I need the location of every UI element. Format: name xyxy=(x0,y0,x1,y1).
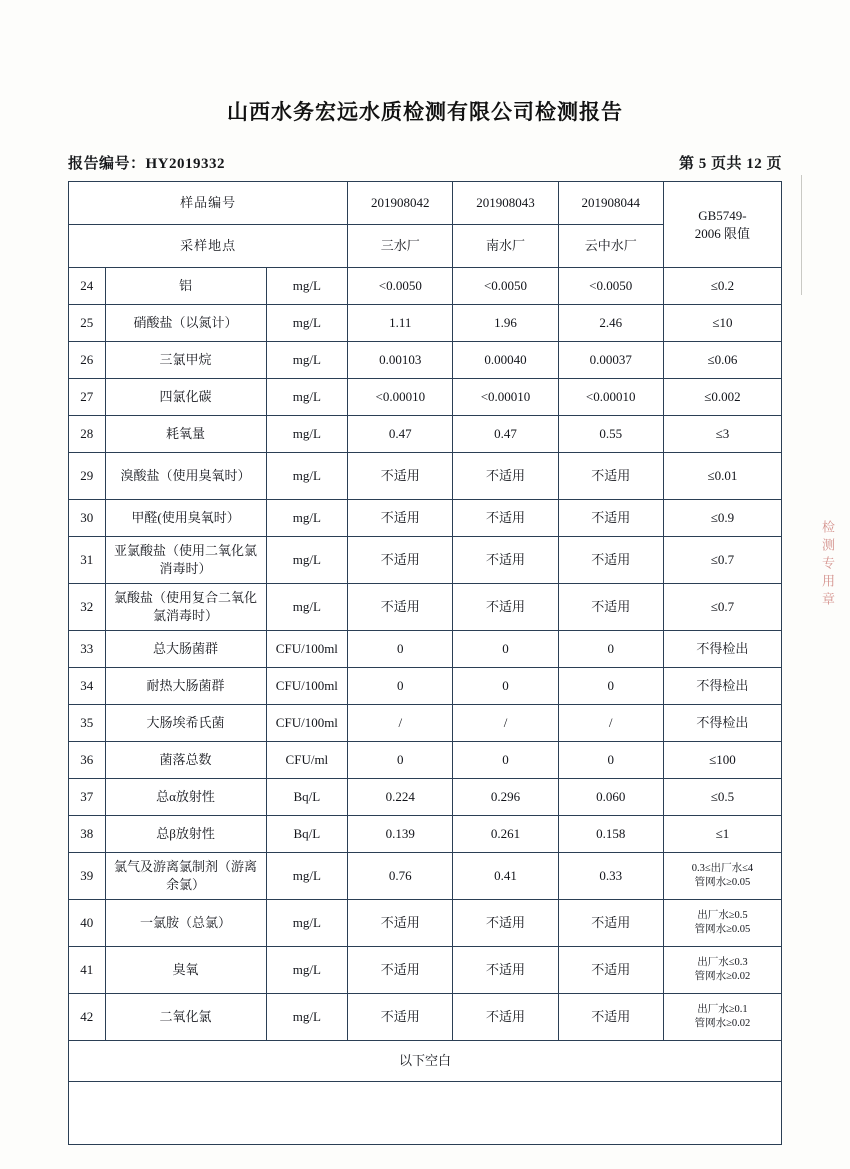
row-item-name: 氯酸盐（使用复合二氧化氯消毒时） xyxy=(105,584,266,631)
row-item-name: 三氯甲烷 xyxy=(105,342,266,379)
row-index: 38 xyxy=(69,816,106,853)
table-row xyxy=(69,816,782,853)
row-item-name: 氯气及游离氯制剂（游离余氯） xyxy=(105,853,266,900)
scan-edge-line xyxy=(801,175,802,295)
table-row xyxy=(69,742,782,779)
row-item-name: 硝酸盐（以氮计） xyxy=(105,305,266,342)
row-limit: 出厂水≤0.3 管网水≥0.02 xyxy=(663,947,781,994)
row-item-name: 亚氯酸盐（使用二氧化氯消毒时） xyxy=(105,537,266,584)
row-item-name: 总α放射性 xyxy=(105,779,266,816)
footer-empty-cell xyxy=(69,1082,782,1145)
row-item-name: 菌落总数 xyxy=(105,742,266,779)
row-index: 31 xyxy=(69,537,106,584)
row-index: 41 xyxy=(69,947,106,994)
row-value-1: 不适用 xyxy=(348,453,453,500)
row-limit: 出厂水≥0.1 管网水≥0.02 xyxy=(663,994,781,1041)
row-unit: Bq/L xyxy=(266,816,348,853)
row-unit: CFU/100ml xyxy=(266,631,348,668)
seal-mark: 检测专用章 xyxy=(820,520,835,610)
row-limit: ≤0.002 xyxy=(663,379,781,416)
row-item-name: 耗氧量 xyxy=(105,416,266,453)
row-value-2: 0 xyxy=(453,631,558,668)
row-limit: 出厂水≥0.5 管网水≥0.05 xyxy=(663,900,781,947)
header-location-2: 南水厂 xyxy=(453,225,558,268)
header-limit-standard xyxy=(663,182,781,268)
row-unit: mg/L xyxy=(266,584,348,631)
row-value-3: 0.00037 xyxy=(558,342,663,379)
header-sample-no-label: 样品编号 xyxy=(69,182,348,225)
row-value-1: 不适用 xyxy=(348,900,453,947)
row-value-1: 0.139 xyxy=(348,816,453,853)
row-value-1: <0.00010 xyxy=(348,379,453,416)
row-item-name: 铝 xyxy=(105,268,266,305)
row-item-name: 四氯化碳 xyxy=(105,379,266,416)
row-value-3: 2.46 xyxy=(558,305,663,342)
row-value-3: 0 xyxy=(558,742,663,779)
row-value-3: 不适用 xyxy=(558,500,663,537)
row-value-3: 不适用 xyxy=(558,947,663,994)
row-index: 32 xyxy=(69,584,106,631)
row-limit: ≤0.5 xyxy=(663,779,781,816)
footer-empty-row xyxy=(69,1082,782,1145)
row-item-name: 耐热大肠菌群 xyxy=(105,668,266,705)
row-value-3: / xyxy=(558,705,663,742)
table-row xyxy=(69,705,782,742)
row-value-1: 0.76 xyxy=(348,853,453,900)
row-index: 24 xyxy=(69,268,106,305)
row-unit: mg/L xyxy=(266,453,348,500)
row-unit: mg/L xyxy=(266,305,348,342)
row-index: 33 xyxy=(69,631,106,668)
row-unit: CFU/100ml xyxy=(266,668,348,705)
row-limit: 不得检出 xyxy=(663,705,781,742)
row-index: 30 xyxy=(69,500,106,537)
row-unit: mg/L xyxy=(266,947,348,994)
row-value-1: 0 xyxy=(348,631,453,668)
row-value-3: <0.0050 xyxy=(558,268,663,305)
row-limit: ≤100 xyxy=(663,742,781,779)
table-row xyxy=(69,379,782,416)
row-index: 42 xyxy=(69,994,106,1041)
row-value-2: 0 xyxy=(453,742,558,779)
table-row xyxy=(69,631,782,668)
row-value-2: 1.96 xyxy=(453,305,558,342)
row-item-name: 总大肠菌群 xyxy=(105,631,266,668)
row-limit: ≤0.7 xyxy=(663,584,781,631)
row-limit: ≤0.7 xyxy=(663,537,781,584)
row-value-2: <0.00010 xyxy=(453,379,558,416)
row-unit: mg/L xyxy=(266,268,348,305)
row-index: 39 xyxy=(69,853,106,900)
row-value-2: 不适用 xyxy=(453,453,558,500)
table-row xyxy=(69,453,782,500)
header-sample-no-1: 201908042 xyxy=(348,182,453,225)
row-value-2: 0.47 xyxy=(453,416,558,453)
table-header-sample-no xyxy=(69,182,782,225)
row-item-name: 一氯胺（总氯） xyxy=(105,900,266,947)
row-index: 34 xyxy=(69,668,106,705)
row-unit: mg/L xyxy=(266,537,348,584)
row-index: 26 xyxy=(69,342,106,379)
row-value-3: <0.00010 xyxy=(558,379,663,416)
row-limit: 0.3≤出厂水≤4 管网水≥0.05 xyxy=(663,853,781,900)
row-value-1: / xyxy=(348,705,453,742)
table-row xyxy=(69,779,782,816)
row-item-name: 溴酸盐（使用臭氧时） xyxy=(105,453,266,500)
report-meta xyxy=(68,152,782,173)
row-value-3: 0.33 xyxy=(558,853,663,900)
row-limit: ≤1 xyxy=(663,816,781,853)
row-value-2: 0.00040 xyxy=(453,342,558,379)
row-value-3: 0 xyxy=(558,668,663,705)
row-item-name: 大肠埃希氏菌 xyxy=(105,705,266,742)
water-quality-table xyxy=(68,181,782,1145)
row-index: 28 xyxy=(69,416,106,453)
table-row xyxy=(69,305,782,342)
header-location-3: 云中水厂 xyxy=(558,225,663,268)
row-limit: ≤0.2 xyxy=(663,268,781,305)
row-value-1: 不适用 xyxy=(348,947,453,994)
row-value-2: 不适用 xyxy=(453,994,558,1041)
row-item-name: 臭氧 xyxy=(105,947,266,994)
row-item-name: 二氧化氯 xyxy=(105,994,266,1041)
row-unit: CFU/100ml xyxy=(266,705,348,742)
table-row xyxy=(69,416,782,453)
report-number: 报告编号：HY2019332 xyxy=(68,156,226,172)
row-value-1: 1.11 xyxy=(348,305,453,342)
table-row xyxy=(69,342,782,379)
limit-standard-line2: 2006 限值 xyxy=(694,225,751,241)
header-location-1: 三水厂 xyxy=(348,225,453,268)
row-unit: mg/L xyxy=(266,994,348,1041)
row-item-name: 甲醛(使用臭氧时） xyxy=(105,500,266,537)
page-number: 第 5 页共 12 页 xyxy=(678,156,782,172)
row-limit: ≤3 xyxy=(663,416,781,453)
row-value-2: <0.0050 xyxy=(453,268,558,305)
row-value-2: 不适用 xyxy=(453,584,558,631)
footer-blank-note-row xyxy=(69,1041,782,1082)
row-limit: ≤0.01 xyxy=(663,453,781,500)
row-index: 36 xyxy=(69,742,106,779)
row-index: 35 xyxy=(69,705,106,742)
row-value-3: 不适用 xyxy=(558,900,663,947)
row-value-1: 不适用 xyxy=(348,500,453,537)
row-limit: 不得检出 xyxy=(663,631,781,668)
row-value-1: 不适用 xyxy=(348,584,453,631)
row-value-1: 0.47 xyxy=(348,416,453,453)
row-value-2: 不适用 xyxy=(453,500,558,537)
row-value-1: 0 xyxy=(348,742,453,779)
row-index: 27 xyxy=(69,379,106,416)
row-value-1: 0.00103 xyxy=(348,342,453,379)
row-unit: mg/L xyxy=(266,416,348,453)
row-value-1: 不适用 xyxy=(348,537,453,584)
row-unit: Bq/L xyxy=(266,779,348,816)
row-unit: mg/L xyxy=(266,342,348,379)
row-item-name: 总β放射性 xyxy=(105,816,266,853)
table-row xyxy=(69,994,782,1041)
row-index: 25 xyxy=(69,305,106,342)
table-row xyxy=(69,668,782,705)
row-value-3: 0.55 xyxy=(558,416,663,453)
row-index: 37 xyxy=(69,779,106,816)
row-value-2: 0.261 xyxy=(453,816,558,853)
row-limit: 不得检出 xyxy=(663,668,781,705)
row-value-3: 不适用 xyxy=(558,537,663,584)
table-row xyxy=(69,500,782,537)
row-value-3: 不适用 xyxy=(558,994,663,1041)
table-row xyxy=(69,268,782,305)
row-value-1: 0.224 xyxy=(348,779,453,816)
table-row xyxy=(69,584,782,631)
row-value-2: 0 xyxy=(453,668,558,705)
row-value-1: <0.0050 xyxy=(348,268,453,305)
row-value-2: 不适用 xyxy=(453,537,558,584)
row-value-2: 不适用 xyxy=(453,900,558,947)
row-value-3: 不适用 xyxy=(558,584,663,631)
row-value-3: 0 xyxy=(558,631,663,668)
row-value-1: 0 xyxy=(348,668,453,705)
row-limit: ≤0.06 xyxy=(663,342,781,379)
row-unit: mg/L xyxy=(266,900,348,947)
header-sample-no-3: 201908044 xyxy=(558,182,663,225)
footer-blank-note: 以下空白 xyxy=(69,1041,782,1082)
row-limit: ≤0.9 xyxy=(663,500,781,537)
table-row xyxy=(69,900,782,947)
row-value-3: 0.060 xyxy=(558,779,663,816)
row-limit: ≤10 xyxy=(663,305,781,342)
row-unit: mg/L xyxy=(266,379,348,416)
row-value-2: / xyxy=(453,705,558,742)
page-title: 山西水务宏远水质检测有限公司检测报告 xyxy=(227,100,623,124)
table-row xyxy=(69,537,782,584)
row-unit: CFU/ml xyxy=(266,742,348,779)
header-location-label: 采样地点 xyxy=(69,225,348,268)
table-row xyxy=(69,853,782,900)
row-value-1: 不适用 xyxy=(348,994,453,1041)
row-value-2: 0.296 xyxy=(453,779,558,816)
row-value-2: 不适用 xyxy=(453,947,558,994)
table-row xyxy=(69,947,782,994)
limit-standard-line1: GB5749- xyxy=(698,207,747,223)
row-index: 29 xyxy=(69,453,106,500)
header-sample-no-2: 201908043 xyxy=(453,182,558,225)
row-value-3: 0.158 xyxy=(558,816,663,853)
row-value-3: 不适用 xyxy=(558,453,663,500)
row-value-2: 0.41 xyxy=(453,853,558,900)
row-unit: mg/L xyxy=(266,500,348,537)
row-index: 40 xyxy=(69,900,106,947)
row-unit: mg/L xyxy=(266,853,348,900)
